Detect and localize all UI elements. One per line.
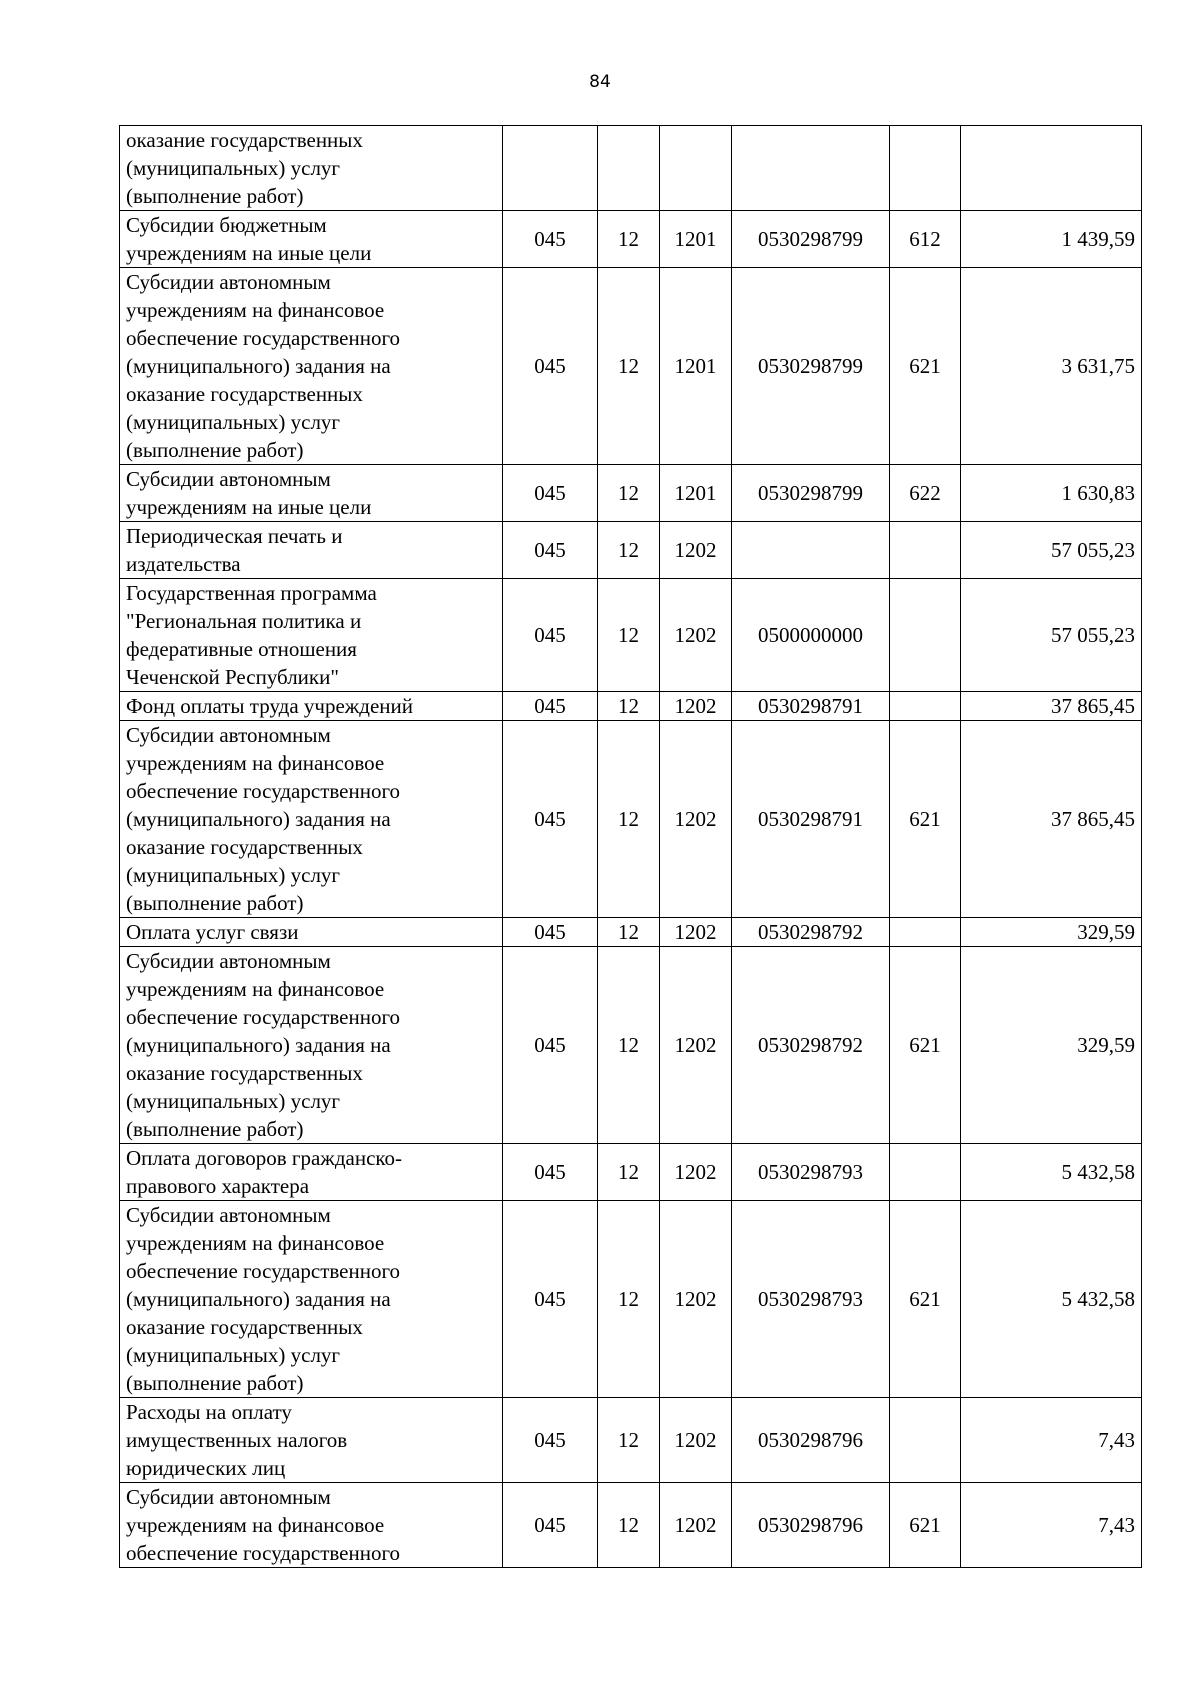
section-code-cell: 12	[598, 947, 660, 1144]
section-code-cell: 12	[598, 268, 660, 465]
item-name-cell	[120, 522, 503, 579]
target-code-cell	[732, 522, 890, 579]
item-name-line: юридических лиц	[126, 1456, 286, 1480]
item-name-cell	[120, 1483, 503, 1568]
amount-cell: 5 432,58	[961, 1144, 1142, 1201]
item-name-line: обеспечение государственного	[126, 779, 401, 803]
item-name-line: оказание государственных	[126, 128, 363, 152]
item-name-line: учреждениям на финансовое	[126, 751, 385, 775]
section-code-cell: 12	[598, 1144, 660, 1201]
item-name-line: Субсидии автономным	[126, 1203, 331, 1227]
item-name-line: (выполнение работ)	[126, 1371, 304, 1395]
table-row	[120, 918, 1142, 947]
item-name-line: Периодическая печать и	[126, 524, 343, 548]
item-name-line: Фонд оплаты труда учреждений	[126, 694, 413, 718]
subsection-code-cell: 1202	[660, 1483, 732, 1568]
item-name-line: (муниципальных) услуг	[126, 156, 341, 180]
item-name-line: обеспечение государственного	[126, 326, 401, 350]
item-name-line: Чеченской Республики"	[126, 665, 339, 689]
item-name-line: федеративные отношения	[126, 637, 357, 661]
item-name-line: (муниципальных) услуг	[126, 1089, 341, 1113]
ministry-code-cell: 045	[503, 211, 598, 268]
target-code-cell: 0530298799	[732, 465, 890, 522]
ministry-code-cell: 045	[503, 268, 598, 465]
item-name-line: учреждениям на финансовое	[126, 1513, 385, 1537]
item-name-line: учреждениям на иные цели	[126, 495, 372, 519]
item-name-cell	[120, 947, 503, 1144]
section-code-cell: 12	[598, 522, 660, 579]
table-row	[120, 126, 1142, 211]
item-name-cell	[120, 126, 503, 211]
item-name-line: учреждениям на финансовое	[126, 298, 385, 322]
item-name-cell	[120, 268, 503, 465]
table-row	[120, 1144, 1142, 1201]
expense-type-cell: 621	[890, 721, 961, 918]
item-name-cell	[120, 692, 503, 721]
amount-cell: 329,59	[961, 918, 1142, 947]
amount-cell: 57 055,23	[961, 522, 1142, 579]
item-name-cell	[120, 1201, 503, 1398]
subsection-code-cell: 1202	[660, 1201, 732, 1398]
target-code-cell: 0530298799	[732, 211, 890, 268]
amount-cell	[961, 126, 1142, 211]
item-name-line: (выполнение работ)	[126, 1117, 304, 1141]
table-row	[120, 692, 1142, 721]
item-name-line: Оплата договоров гражданско-	[126, 1146, 403, 1170]
expense-type-cell	[890, 522, 961, 579]
subsection-code-cell: 1202	[660, 1398, 732, 1483]
subsection-code-cell: 1202	[660, 692, 732, 721]
item-name-line: обеспечение государственного	[126, 1005, 401, 1029]
item-name-line: Субсидии автономным	[126, 467, 331, 491]
item-name-cell	[120, 579, 503, 692]
amount-cell: 37 865,45	[961, 721, 1142, 918]
page-number: 84	[589, 72, 611, 92]
ministry-code-cell: 045	[503, 1398, 598, 1483]
item-name-line: оказание государственных	[126, 835, 363, 859]
section-code-cell: 12	[598, 1398, 660, 1483]
item-name-line: (выполнение работ)	[126, 891, 304, 915]
amount-cell: 3 631,75	[961, 268, 1142, 465]
item-name-line: Субсидии автономным	[126, 270, 331, 294]
item-name-line: (муниципального) задания на	[126, 807, 391, 831]
table-row	[120, 1201, 1142, 1398]
subsection-code-cell	[660, 126, 732, 211]
item-name-cell	[120, 1144, 503, 1201]
subsection-code-cell: 1202	[660, 1144, 732, 1201]
target-code-cell: 0530298792	[732, 947, 890, 1144]
item-name-line: оказание государственных	[126, 382, 363, 406]
item-name-line: обеспечение государственного	[126, 1259, 401, 1283]
table-row	[120, 465, 1142, 522]
section-code-cell: 12	[598, 465, 660, 522]
target-code-cell: 0530298791	[732, 692, 890, 721]
item-name-line: оказание государственных	[126, 1061, 363, 1085]
item-name-line: учреждениям на финансовое	[126, 1231, 385, 1255]
item-name-line: (выполнение работ)	[126, 184, 304, 208]
table-row	[120, 268, 1142, 465]
subsection-code-cell: 1202	[660, 947, 732, 1144]
amount-cell: 7,43	[961, 1483, 1142, 1568]
expense-type-cell: 621	[890, 947, 961, 1144]
target-code-cell: 0530298796	[732, 1483, 890, 1568]
item-name-line: "Региональная политика и	[126, 609, 362, 633]
item-name-line: обеспечение государственного	[126, 1541, 401, 1565]
ministry-code-cell: 045	[503, 1201, 598, 1398]
ministry-code-cell: 045	[503, 918, 598, 947]
item-name-line: Расходы на оплату	[126, 1400, 292, 1424]
item-name-line: (муниципального) задания на	[126, 1287, 391, 1311]
expense-type-cell	[890, 1398, 961, 1483]
item-name-line: Субсидии автономным	[126, 723, 331, 747]
section-code-cell: 12	[598, 579, 660, 692]
expense-type-cell	[890, 579, 961, 692]
table-row	[120, 211, 1142, 268]
subsection-code-cell: 1202	[660, 918, 732, 947]
amount-cell: 57 055,23	[961, 579, 1142, 692]
table-row	[120, 522, 1142, 579]
expense-type-cell	[890, 918, 961, 947]
section-code-cell: 12	[598, 918, 660, 947]
amount-cell: 37 865,45	[961, 692, 1142, 721]
expense-type-cell	[890, 126, 961, 211]
ministry-code-cell: 045	[503, 1144, 598, 1201]
item-name-cell	[120, 1398, 503, 1483]
section-code-cell: 12	[598, 721, 660, 918]
item-name-line: имущественных налогов	[126, 1428, 348, 1452]
budget-table	[119, 125, 1142, 1568]
item-name-line: (выполнение работ)	[126, 438, 304, 462]
target-code-cell: 0530298793	[732, 1144, 890, 1201]
expense-type-cell: 621	[890, 1483, 961, 1568]
amount-cell: 7,43	[961, 1398, 1142, 1483]
subsection-code-cell: 1202	[660, 721, 732, 918]
item-name-line: (муниципальных) услуг	[126, 1343, 341, 1367]
item-name-line: оказание государственных	[126, 1315, 363, 1339]
ministry-code-cell	[503, 126, 598, 211]
item-name-line: учреждениям на финансовое	[126, 977, 385, 1001]
table-row	[120, 721, 1142, 918]
item-name-cell	[120, 918, 503, 947]
item-name-line: Субсидии автономным	[126, 949, 331, 973]
expense-type-cell: 622	[890, 465, 961, 522]
amount-cell: 1 630,83	[961, 465, 1142, 522]
expense-type-cell	[890, 1144, 961, 1201]
item-name-line: Государственная программа	[126, 581, 377, 605]
table-row	[120, 947, 1142, 1144]
section-code-cell	[598, 126, 660, 211]
item-name-line: (муниципального) задания на	[126, 354, 391, 378]
item-name-cell	[120, 211, 503, 268]
item-name-cell	[120, 465, 503, 522]
item-name-line: (муниципального) задания на	[126, 1033, 391, 1057]
item-name-line: правового характера	[126, 1174, 310, 1198]
section-code-cell: 12	[598, 692, 660, 721]
section-code-cell: 12	[598, 211, 660, 268]
ministry-code-cell: 045	[503, 947, 598, 1144]
ministry-code-cell: 045	[503, 1483, 598, 1568]
target-code-cell: 0530298796	[732, 1398, 890, 1483]
table-row	[120, 1483, 1142, 1568]
subsection-code-cell: 1201	[660, 211, 732, 268]
ministry-code-cell: 045	[503, 692, 598, 721]
item-name-cell	[120, 721, 503, 918]
expense-type-cell	[890, 692, 961, 721]
ministry-code-cell: 045	[503, 465, 598, 522]
table-row	[120, 579, 1142, 692]
expense-type-cell: 621	[890, 1201, 961, 1398]
table-body	[120, 126, 1142, 1568]
expense-type-cell: 621	[890, 268, 961, 465]
target-code-cell: 0530298791	[732, 721, 890, 918]
item-name-line: Субсидии автономным	[126, 1485, 331, 1509]
subsection-code-cell: 1202	[660, 579, 732, 692]
amount-cell: 329,59	[961, 947, 1142, 1144]
item-name-line: учреждениям на иные цели	[126, 241, 372, 265]
ministry-code-cell: 045	[503, 721, 598, 918]
subsection-code-cell: 1201	[660, 465, 732, 522]
item-name-line: Оплата услуг связи	[126, 920, 299, 944]
target-code-cell: 0530298792	[732, 918, 890, 947]
target-code-cell	[732, 126, 890, 211]
ministry-code-cell: 045	[503, 579, 598, 692]
item-name-line: издательства	[126, 552, 241, 576]
target-code-cell: 0530298799	[732, 268, 890, 465]
subsection-code-cell: 1202	[660, 522, 732, 579]
target-code-cell: 0530298793	[732, 1201, 890, 1398]
item-name-line: (муниципальных) услуг	[126, 410, 341, 434]
amount-cell: 1 439,59	[961, 211, 1142, 268]
table-row	[120, 1398, 1142, 1483]
amount-cell: 5 432,58	[961, 1201, 1142, 1398]
item-name-line: (муниципальных) услуг	[126, 863, 341, 887]
section-code-cell: 12	[598, 1483, 660, 1568]
subsection-code-cell: 1201	[660, 268, 732, 465]
item-name-line: Субсидии бюджетным	[126, 213, 327, 237]
target-code-cell: 0500000000	[732, 579, 890, 692]
ministry-code-cell: 045	[503, 522, 598, 579]
section-code-cell: 12	[598, 1201, 660, 1398]
expense-type-cell: 612	[890, 211, 961, 268]
